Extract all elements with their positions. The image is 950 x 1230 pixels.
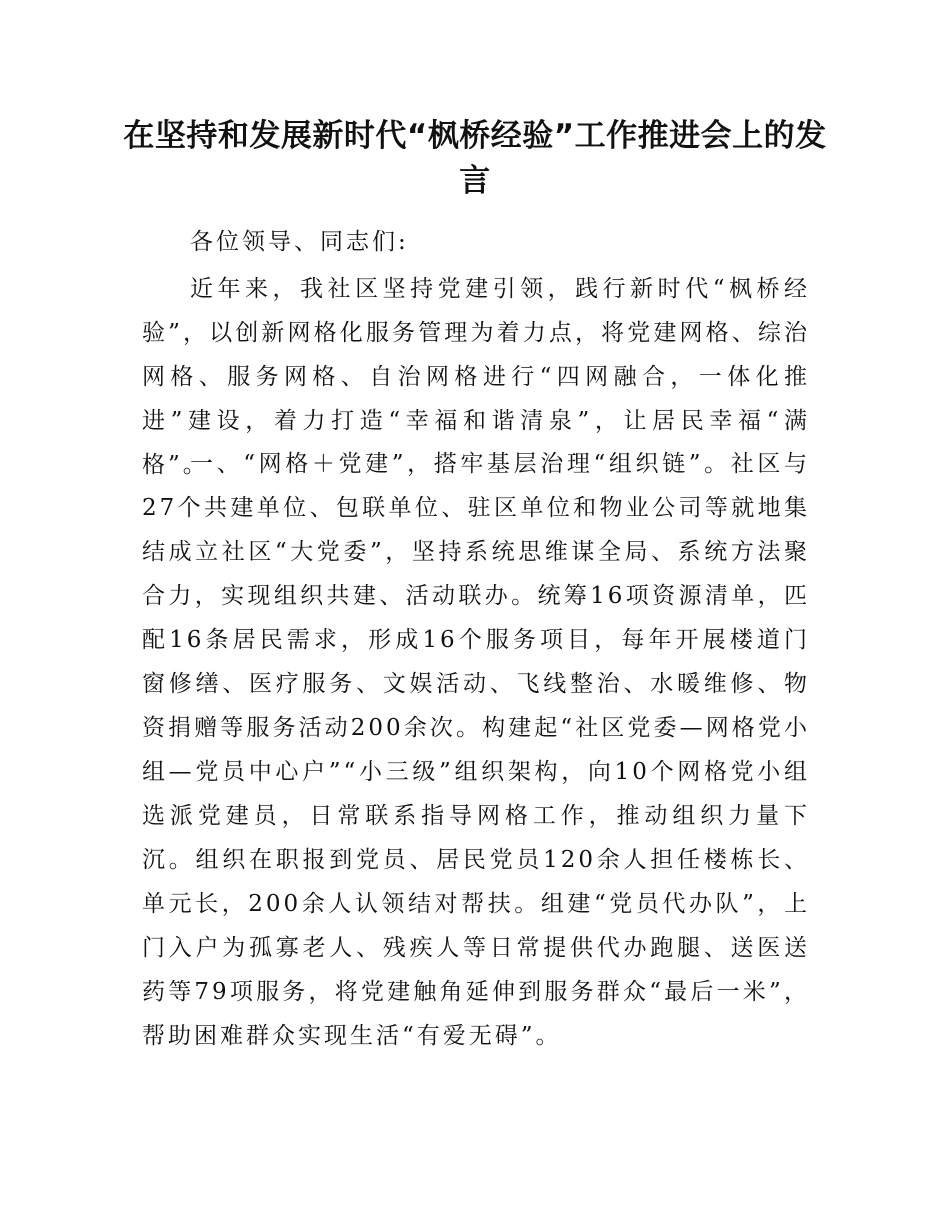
paragraph-section-one: 一、“网格＋党建”，搭牢基层治理“组织链”。社区与27个共建单位、包联单位、驻区单位和物业公司等就地集结成立社区“大党委”，坚持系统思维谋全局、系统方法聚合力，实现组织共建、活动联办。统筹16项资源清单，匹配16条居民需求，形成16个服务项目，每年开展楼道门窗修缮、医疗服务、文娱活动、飞线整治、水暖维修、物资捐赠等服务活动200余次。构建起“社区党委—网格党小组—党员中心户”“小三级”组织架构，向10个网格党小组选派党建员，日常联系指导网格工作，推动组织力量下沉。组织在职报到党员、居民党员120余人担任楼栋长、单元长，200余人认领结对帮扶。组建“党员代办队”，上门入户为孤寡老人、残疾人等日常提供代办跑腿、送医送药等79项服务，将党建触角延伸到服务群众“最后一米”，帮助困难群众实现生活“有爱无碍”。 — [142, 451, 810, 1049]
paragraph-intro: 近年来，我社区坚持党建引领，践行新时代“枫桥经验”，以创新网格化服务管理为着力点，将党建网格、综治网格、服务网格、自治网格进行“四网融合，一体化推进”建设，着力打造“幸福和谐清泉”，让居民幸福“满格”。 — [142, 276, 810, 478]
salutation: 各位领导、同志们: — [190, 229, 409, 255]
document-title: 在坚持和发展新时代“枫桥经验”工作推进会上的发言 — [123, 118, 827, 199]
